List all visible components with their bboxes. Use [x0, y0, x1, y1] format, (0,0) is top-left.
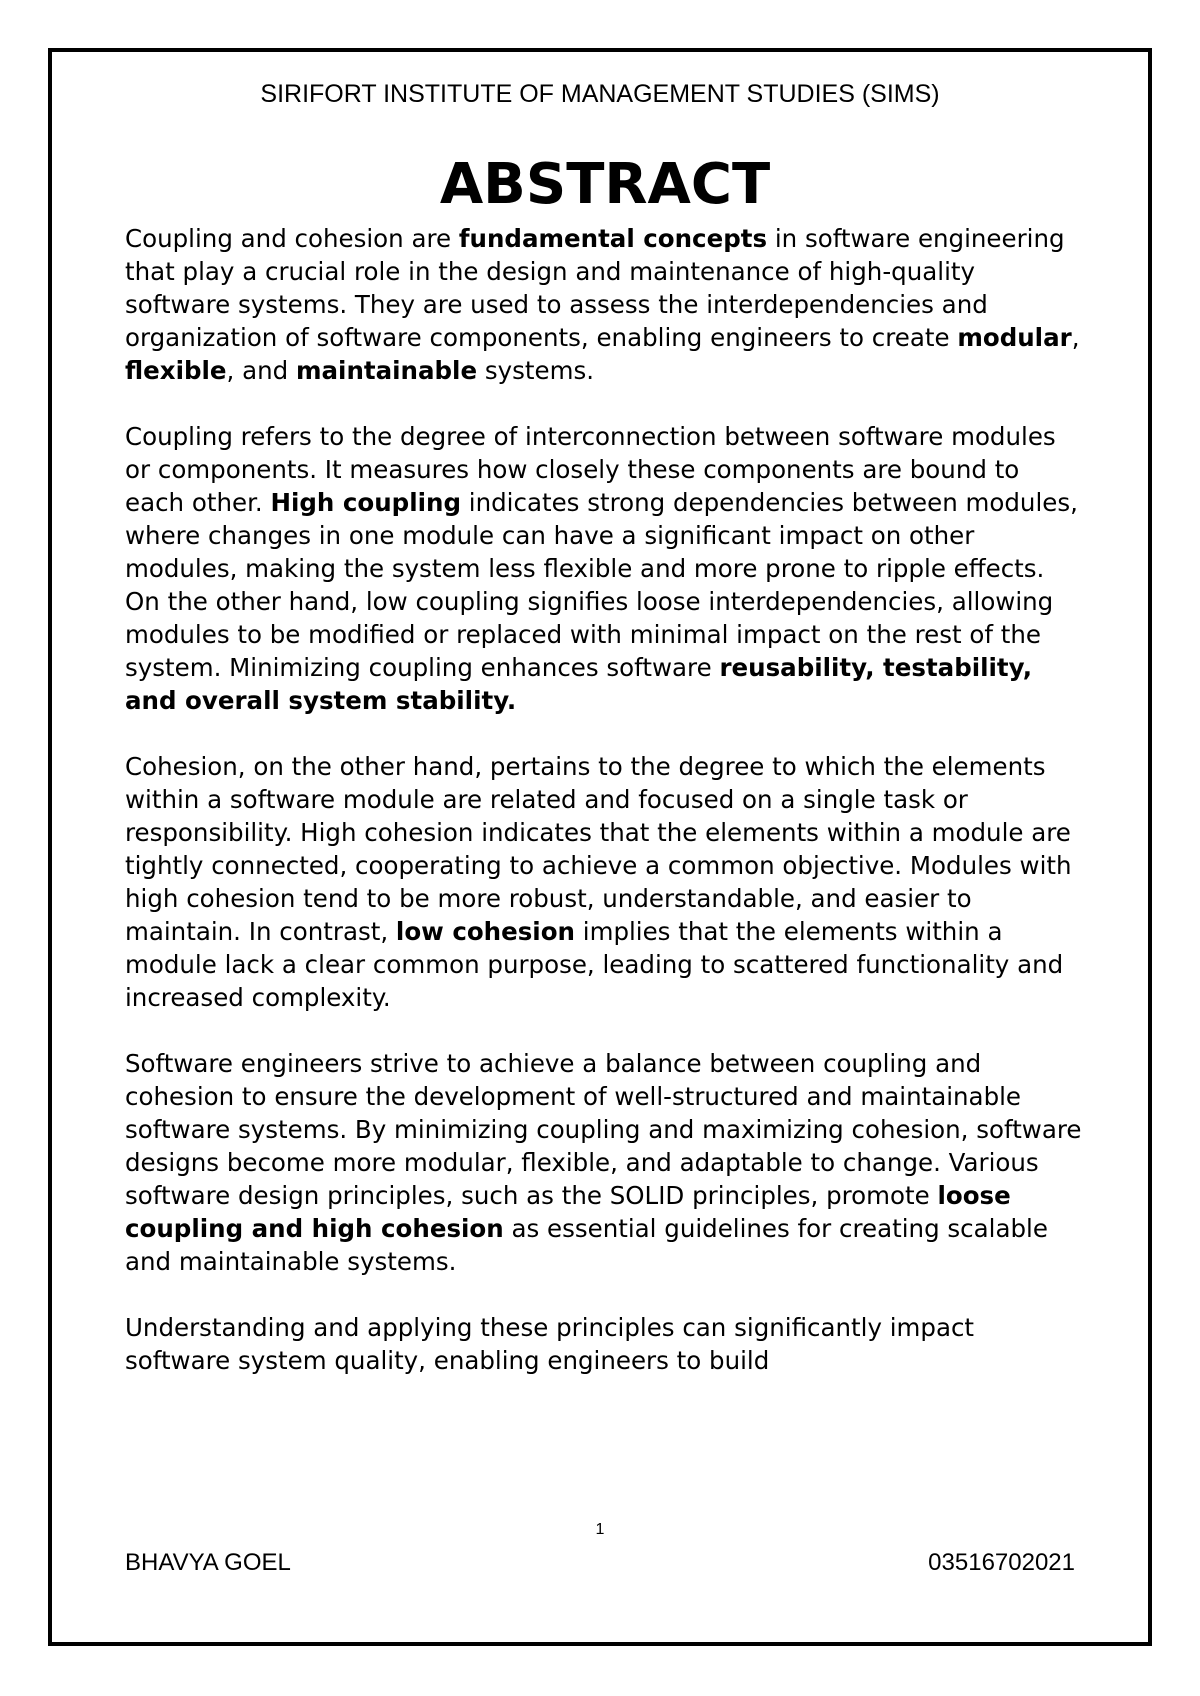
institute-header: SIRIFORT INSTITUTE OF MANAGEMENT STUDIES (SIMS) — [260, 80, 940, 108]
roll-number: 03516702021 — [928, 1549, 1075, 1576]
text-run: Understanding and applying these principles can significantly impact software system quality, enabling engineers to build — [125, 1313, 975, 1375]
abstract-body — [125, 222, 1085, 1410]
author-name: BHAVYA GOEL — [125, 1549, 291, 1576]
text-run: , and — [226, 356, 296, 385]
text-run: Software engineers strive to achieve a balance between coupling and cohesion to ensure the development of well-structured and maintainable software systems. By minimizing coupling and maximizing cohesion, software designs become more modular, flexible, and adaptable to change. Various software design principles, such as the SOLID principles, promote — [125, 1049, 1082, 1210]
paragraph — [125, 1047, 1085, 1278]
bold-text-run: modular — [957, 323, 1072, 352]
bold-text-run: maintainable — [296, 356, 478, 385]
text-run: systems. — [477, 356, 594, 385]
text-run: Coupling refers to the degree of interconnection between software modules or components. It measures how closely these components are bound to each other. — [125, 422, 1056, 517]
text-run: Cohesion, on the other hand, pertains to the degree to which the elements within a software module are related and focused on a single task or responsibility. High cohesion indicates that the elements within a module are tightly connected, cooperating to achieve a common objective. Modules with high cohesion tend to be more robust, understandable, and easier to maintain. In contrast, — [125, 752, 1072, 946]
text-run: , — [1071, 323, 1080, 352]
paragraph — [125, 420, 1085, 717]
page-number: 1 — [595, 1521, 605, 1538]
bold-text-run: reusability, testability, and overall system stability. — [125, 653, 1033, 715]
text-run: Coupling and cohesion are — [125, 224, 459, 253]
paragraph — [125, 1311, 1085, 1377]
page-title: ABSTRACT — [439, 152, 771, 217]
bold-text-run: fundamental concepts — [458, 224, 768, 253]
text-run: indicates strong dependencies between modules, where changes in one module can have a significant impact on other modules, making the system less flexible and more prone to ripple effects. On the other hand, low coupling signifies loose interdependencies, allowing modules to be modified or replaced with minimal impact on the rest of the system. Minimizing coupling enhances software — [125, 488, 1078, 682]
text-run: implies that the elements within a module lack a clear common purpose, leading to scattered functionality and increased complexity. — [125, 917, 1064, 1012]
paragraph — [125, 222, 1085, 387]
bold-text-run: flexible — [125, 356, 227, 385]
bold-text-run: low cohesion — [395, 917, 575, 946]
text-run: in software engineering that play a crucial role in the design and maintenance of high-quality software systems. They are used to assess the interdependencies and organization of software components, enabling engineers to create — [125, 224, 1065, 352]
text-run: as essential guidelines for creating scalable and maintainable systems. — [125, 1214, 1048, 1276]
bold-text-run: loose coupling and high cohesion — [125, 1181, 1011, 1243]
bold-text-run: High coupling — [270, 488, 461, 517]
paragraph — [125, 750, 1085, 1014]
